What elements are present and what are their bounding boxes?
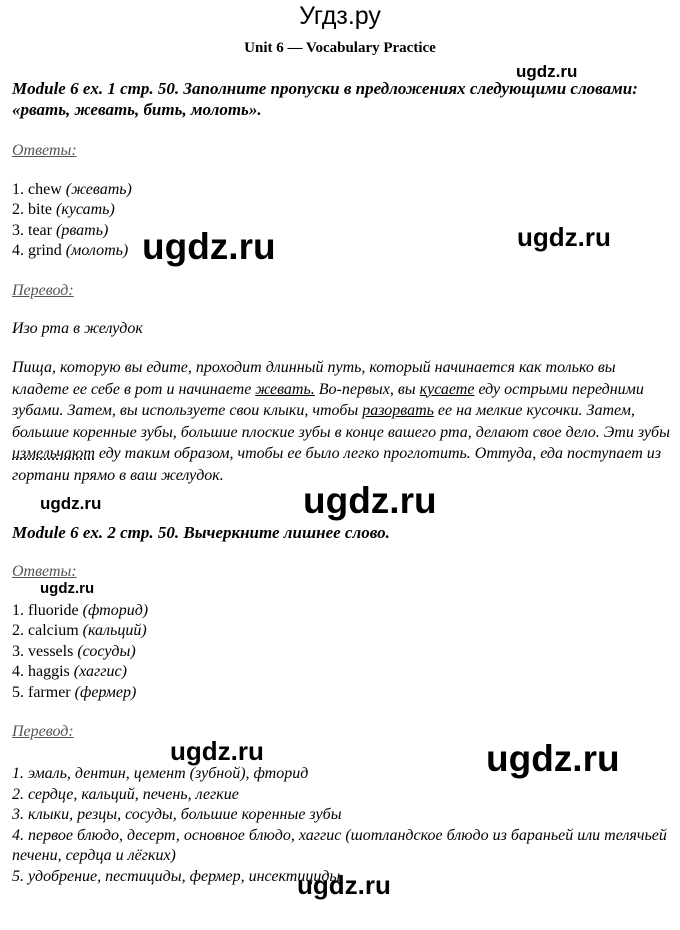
list-item: 1. эмаль, дентин, цемент (зубной), фторид xyxy=(12,765,309,782)
list-item: 4. первое блюдо, десерт, основное блюдо, хаггис (шотландское блюдо из бараньей или телячьей печени, сердца и лёгких) xyxy=(12,826,667,864)
list-item: 5. удобрение, пестициды, фермер, инсектициды xyxy=(12,867,341,885)
list-item: 1. fluoride (фторид) xyxy=(12,602,149,619)
watermark: ugdz.ru xyxy=(40,494,102,513)
ex1-translation-label: Перевод: xyxy=(12,282,74,299)
ex2-translation-list xyxy=(12,764,677,887)
ex2-answers-label: Ответы: xyxy=(12,563,77,580)
watermark: ugdz.ru xyxy=(486,738,620,779)
list-item: 3. клыки, резцы, сосуды, большие коренные зубы xyxy=(12,806,342,823)
list-item: 5. farmer (фермер) xyxy=(12,683,137,701)
watermark: ugdz.ru xyxy=(517,222,611,252)
list-item: 1. chew (жевать) xyxy=(12,181,132,198)
ex1-task: Module 6 ex. 1 стр. 50. Заполните пропуски в предложениях следующими словами: «рвать, жевать, бить, молоть». xyxy=(12,79,638,119)
ex2-answers-list xyxy=(12,601,148,703)
list-item: 4. haggis (хаггис) xyxy=(12,663,127,681)
list-item: 2. bite (кусать) xyxy=(12,201,115,219)
unit-title: Unit 6 — Vocabulary Practice xyxy=(244,40,436,56)
list-item: 2. сердце, кальций, печень, легкие xyxy=(12,785,239,803)
ex2-task: Module 6 ex. 2 стр. 50. Вычеркните лишнее слово. xyxy=(12,523,390,542)
list-item: 3. tear (рвать) xyxy=(12,221,109,239)
watermark: ugdz.ru xyxy=(297,870,391,900)
list-item: 4. grind (молоть) xyxy=(12,242,129,260)
site-title: Угдз.ру xyxy=(299,2,381,30)
list-item: 2. calcium (кальций) xyxy=(12,622,147,640)
watermark: ugdz.ru xyxy=(303,480,437,521)
watermark: ugdz.ru xyxy=(40,580,95,597)
watermark: ugdz.ru xyxy=(170,736,264,766)
translation-paragraph: Пища, которую вы едите, проходит длинный путь, который начинается как только вы кладете ее себе в рот и начинаете жевать. Во-первых, вы кусаете еду острыми передними зубами. Затем, вы используете свои клыки, чтобы разорвать ее на мелкие кусочки. Затем, большие коренные зубы, большие плоские зубы в конце вашего рта, делают свое дело. Эти зубы измельчают еду таким образом, чтобы ее было легко проглотить. Оттуда, еда поступает из гортани прямо в ваш желудок. xyxy=(12,359,670,484)
ex1-answers-list xyxy=(12,180,132,262)
ex2-translation-label: Перевод: xyxy=(12,723,74,740)
watermark: ugdz.ru xyxy=(516,62,578,81)
watermark: ugdz.ru xyxy=(142,226,276,267)
ex1-answers-label: Ответы: xyxy=(12,142,77,159)
list-item: 3. vessels (сосуды) xyxy=(12,642,136,660)
translation-title: Изо рта в желудок xyxy=(12,320,143,337)
